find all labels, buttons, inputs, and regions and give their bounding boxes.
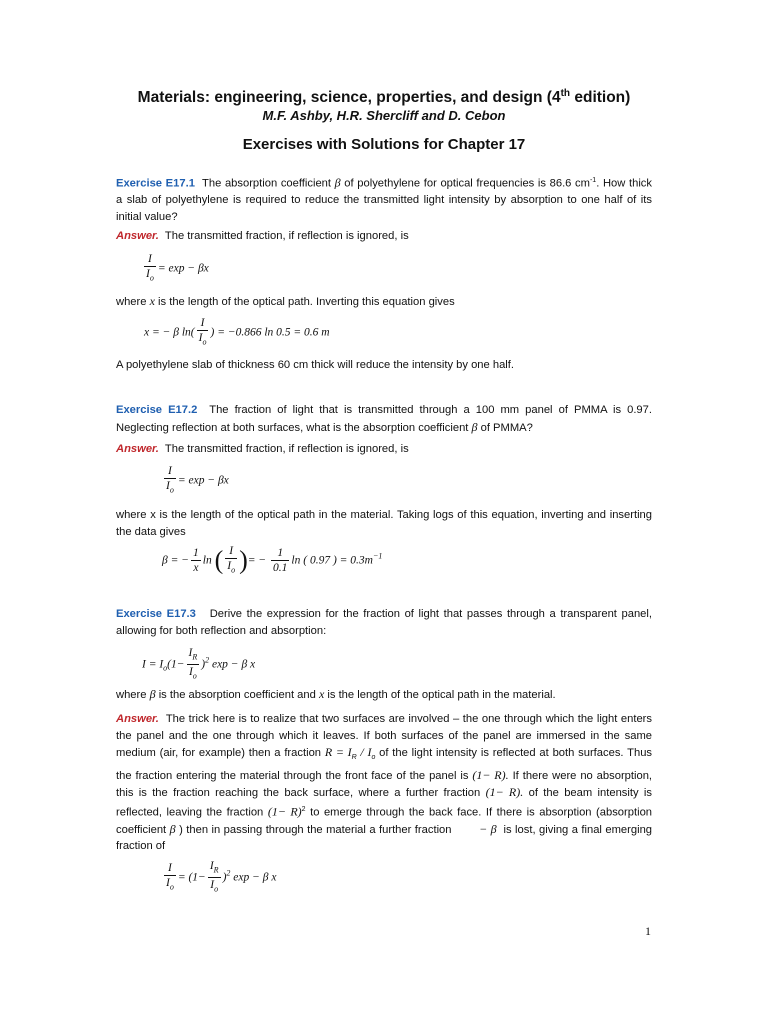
exercise-e17-1-conclusion: A polyethylene slab of thickness 60 cm thick will reduce the intensity by one half. <box>116 359 514 371</box>
equation-reflection-absorption: $I = I_o(1-$ $\frac{I_R}{I_o}$ )$^2$ exp − β x <box>142 647 256 681</box>
exercise-e17-1-question: Exercise E17.1 The absorption coefficient β of polyethylene for optical frequencies is 86.6 $cm^{-1}$. How thick a slab of polyethylene is required to reduce the transmitted light intensity by absorption to one half of its initial value? <box>116 175 652 223</box>
exercise-e17-1-answer-2: where x is the length of the optical path. Inverting this equation gives <box>116 294 455 308</box>
exercise-e17-2-question: Exercise E17.2 The fraction of light that is transmitted through a 100 mm panel of PMMA is 0.97. Neglecting reflection at both surfaces, what is the absorption coefficient β of PMMA? <box>116 404 652 434</box>
page-number: 1 <box>645 924 651 938</box>
exercise-e17-3-answer: Answer. The trick here is to realize that two surfaces are involved – the one through which the light enters the panel and the one through which it leaves. If both surfaces of the panel are immersed in the same medium (air, for example) then a fraction $R = I_R / I_o$ of the light intensity is reflected at both surfaces. Thus the fraction entering the material through the front face of the panel is (1− R). If there were no absorption, this is the fraction reaching the back surface, where a further fraction (1− R). of the beam intensity is reflected, leaving the fraction $(1- R)^2$ to emerge through the back face. If there is absorption (absorption coefficient β ) then in passing through the material a further fraction − β is lost, giving a final emerging fraction of <box>116 713 653 853</box>
exercise-e17-2-answer: Answer. The transmitted fraction, if reflection is ignored, is <box>116 443 409 455</box>
authors: M.F. Ashby, H.R. Shercliff and D. Cebon <box>262 108 506 123</box>
exercise-e17-1-answer: Answer. The transmitted fraction, if reflection is ignored, is <box>116 230 409 242</box>
chapter-subtitle: Exercises with Solutions for Chapter 17 <box>242 136 526 153</box>
exercise-e17-3-definitions: where β is the absorption coefficient and x is the length of the optical path in the material. <box>116 687 556 701</box>
equation-absorption-coefficient: β = − $\frac{1}{x}$ ln ( $\frac{I}{I_o}$ )= − $\frac{1}{0.1}$ ln ( 0.97 ) = $0.3m^{-1}$ <box>162 545 383 575</box>
document-title: Materials: engineering, science, properties, and design (4th edition) <box>137 88 631 107</box>
equation-transmitted-fraction: $\frac{I}{I_o}$ = exp − βx <box>146 253 209 283</box>
exercise-e17-2-answer-2: where x is the length of the optical path in the material. Taking logs of this equation, inverting and inserting the data gives <box>116 509 652 538</box>
equation-transmitted-fraction-2: $\frac{I}{I_o}$ = exp − βx <box>166 465 229 495</box>
exercise-e17-3-question: Exercise E17.3 Derive the expression for the fraction of light that passes through a transparent panel, allowing for both reflection and absorption: <box>116 608 652 637</box>
equation-inverted: x = − β ln( $\frac{I}{I_o}$ ) = −0.866 ln 0.5 = 0.6 m <box>144 317 330 347</box>
equation-final-emerging-fraction: $\frac{I}{I_o}$ = (1− $\frac{I_R}{I_o}$ )$^2$ exp − β x <box>166 860 277 894</box>
